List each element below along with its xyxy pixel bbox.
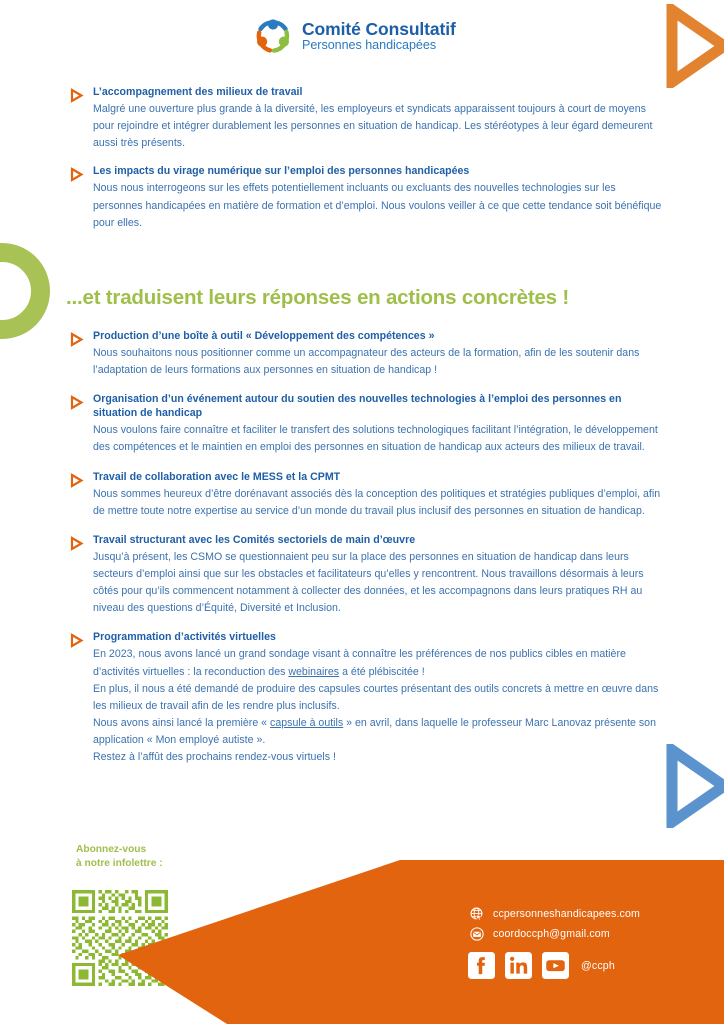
content-block-virtual-programming bbox=[66, 631, 666, 766]
logo bbox=[253, 16, 456, 56]
para1-text-b: a été plébiscitée ! bbox=[339, 665, 425, 678]
block-body: Nous sommes heureux d’être dorénavant associés dès la conception des politiques et stratégies publiques d’emploi, afin de mettre toute notre expertise au service d’un monde du travail plus inclusif des personnes en situation de handicap. bbox=[93, 487, 661, 517]
newsletter-line2: à notre infolettre : bbox=[76, 858, 163, 870]
triangle-bullet-icon bbox=[69, 332, 84, 347]
triangle-bullet-icon bbox=[69, 473, 84, 488]
triangle-bullet-icon bbox=[69, 395, 84, 410]
footer-website-row[interactable] bbox=[470, 907, 640, 921]
capsule-a-outils-link[interactable]: capsule à outils bbox=[270, 717, 344, 729]
block-body: Jusqu’à présent, les CSMO se questionnaient peu sur la place des personnes en situation de handicap dans leurs secteurs d’emploi ainsi que sur les obstacles et facilitateurs qu’elles y rencontrent. Nous travaillons désormais à leurs côtés pour qu’ils commencent notamment à collecter des données, et les accompagnons dans leurs pratiques RH au niveau des questions d’Équité, Diversité et Inclusion. bbox=[93, 550, 644, 615]
content-block bbox=[66, 86, 662, 152]
block-title: Travail de collaboration avec le MESS et la CPMT bbox=[93, 470, 341, 483]
footer-email-text[interactable]: coordoccph@gmail.com bbox=[493, 928, 610, 940]
triangle-outline-right-orange-icon bbox=[658, 4, 724, 88]
three-people-circle-logo-icon bbox=[253, 16, 293, 56]
footer-social-handle: @ccph bbox=[581, 959, 615, 972]
triangle-bullet-icon bbox=[69, 633, 84, 648]
green-ring-shape-icon bbox=[0, 243, 50, 339]
triangle-bullet-icon bbox=[69, 536, 84, 551]
triangle-bullet-icon bbox=[69, 88, 84, 103]
block-title: L’accompagnement des milieux de travail bbox=[93, 86, 303, 98]
logo-title: Comité Consultatif bbox=[302, 18, 456, 39]
content-block bbox=[66, 534, 666, 618]
globe-cursor-icon bbox=[470, 907, 484, 921]
linkedin-icon[interactable] bbox=[505, 952, 532, 979]
para3-text-a: Nous avons ainsi lancé la première « bbox=[93, 717, 271, 729]
top-section bbox=[66, 86, 662, 245]
block-body: Nous souhaitons nous positionner comme un accompagnateur des acteurs de la formation, afin de les soutenir dans l’adaptation de leurs formations aux personnes en situation de handicap ! bbox=[93, 346, 640, 377]
block-title: Travail structurant avec les Comités sectoriels de main d’œuvre bbox=[93, 533, 416, 546]
triangle-bullet-icon bbox=[69, 167, 84, 182]
actions-section bbox=[66, 330, 666, 780]
para3-text-b: » en avril, dans laquelle le professeur Marc Lanovaz présente son application « Mon employé autiste ». bbox=[93, 717, 656, 747]
triangle-outline-right-blue-icon bbox=[658, 744, 724, 828]
footer-contact-info bbox=[470, 907, 640, 947]
webinaires-link[interactable]: webinaires bbox=[288, 665, 340, 678]
content-block bbox=[66, 330, 666, 379]
facebook-icon[interactable] bbox=[468, 952, 495, 979]
block-body-para3 bbox=[93, 715, 666, 749]
block-body-para1 bbox=[93, 646, 666, 680]
block-body-para4: Restez à l’affût des prochains rendez-vous virtuels ! bbox=[93, 751, 336, 764]
block-body: Nous voulons faire connaître et faciliter le transfert des solutions technologiques facilitant l’intégration, le développement des compétences et le maintien en emploi des personnes en situation de handicap aux acteurs des milieux de travail. bbox=[93, 424, 658, 454]
footer-email-row[interactable] bbox=[470, 927, 640, 941]
youtube-icon[interactable] bbox=[542, 952, 569, 979]
block-title: Production d’une boîte à outil « Développement des compétences » bbox=[93, 330, 435, 342]
content-block bbox=[66, 393, 666, 456]
block-title: Les impacts du virage numérique sur l’emploi des personnes handicapées bbox=[93, 165, 470, 178]
footer-social-links bbox=[468, 952, 615, 979]
block-title: Organisation d’un événement autour du soutien des nouvelles technologies à l’emploi des personnes en situation de handicap bbox=[93, 393, 622, 420]
newsletter-line1: Abonnez-vous bbox=[76, 844, 147, 855]
logo-subtitle: Personnes handicapées bbox=[302, 38, 437, 53]
block-body: Malgré une ouverture plus grande à la diversité, les employeurs et syndicats apparaissent toujours à court de moyens pour rejoindre et intégrer durablement les personnes en situation de handicap. Les stéréotypes à leur égard demeurent aussi très présents. bbox=[93, 102, 653, 150]
envelope-icon bbox=[470, 927, 484, 941]
section-heading: ...et traduisent leurs réponses en actions concrètes ! bbox=[66, 286, 570, 309]
content-block bbox=[66, 471, 666, 520]
block-body: Nous nous interrogeons sur les effets potentiellement incluants ou excluants des nouvelles technologies sur les personnes handicapées en matière de formation et d’emploi. Nous voulons veiller à ce que cette tendance soit bénéfique pour elles. bbox=[93, 182, 662, 229]
para1-text-a: En 2023, nous avons lancé un grand sondage visant à connaître les préférences de nos publics cibles en matière d’activités virtuelles : la reconduction des bbox=[93, 648, 626, 678]
footer-website-text[interactable]: ccpersonneshandicapees.com bbox=[493, 908, 641, 920]
block-body-para2: En plus, il nous a été demandé de produire des capsules courtes présentant des outils concrets à mettre en œuvre dans les milieux de travail afin de les rendre plus inclusifs. bbox=[93, 682, 659, 712]
block-title: Programmation d’activités virtuelles bbox=[93, 631, 276, 644]
content-block bbox=[66, 165, 662, 231]
